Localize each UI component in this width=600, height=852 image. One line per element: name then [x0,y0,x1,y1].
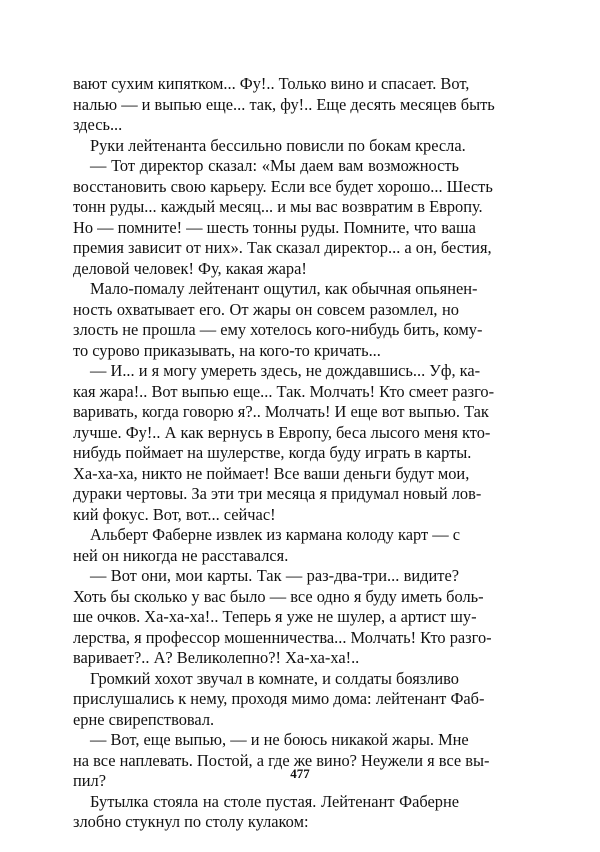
text-line: кая жара!.. Вот выпью еще... Так. Молчать! Кто смеет разго- [73,381,495,401]
text-line: варивать, когда говорю я?.. Молчать! И еще вот выпью. Так [73,402,489,421]
text-line: ней он никогда не расставался. [73,545,289,565]
text-line: восстановить свою карьеру. Если все будет хорошо... Шесть [73,176,493,196]
body-text [73,74,495,833]
text-line: Мало-помалу лейтенант ощутил, как обычная опьянен- [90,279,478,298]
text-line: лучше. Фу!.. А как вернусь в Европу, беса лысого меня кто- [73,422,491,442]
text-line: ность охватывает его. От жары он совсем разомлел, но [73,299,459,319]
paragraph [73,730,490,792]
text-line: варивает?.. А? Великолепно?! Ха-ха-ха!.. [73,648,360,667]
paragraph [73,135,466,157]
text-line: Бутылка стояла на столе пустая. Лейтенант Фаберне [90,791,459,811]
text-line: — Вот, еще выпью, — и не боюсь никакой жары. Мне [90,730,469,749]
text-line: дураки чертовы. За эти три месяца я придумал новый лов- [73,484,482,503]
page-number: 477 [290,766,310,781]
text-line: Громкий хохот звучал в комнате, и солдаты боязливо [90,668,459,688]
text-line: то сурово приказывать, на кого-то кричать... [73,340,381,360]
text-line: здесь... [73,115,123,134]
text-line: кий фокус. Вот, вот... сейчас! [73,504,276,524]
text-line: на все наплевать. Постой, а где же вино? Неужели я все вы- [73,750,490,770]
text-line: вают сухим кипятком... Фу!.. Только вино и спасает. Вот, [73,74,470,93]
text-line: прислушались к нему, проходя мимо дома: лейтенант Фаб- [73,689,485,708]
text-line: — Вот они, мои карты. Так — раз-два-три... видите? [90,566,459,585]
text-line: налью — и выпью еще... так, фу!.. Еще десять месяцев быть [73,94,495,114]
text-line: тонн руды... каждый месяц... и мы вас возвратим в Европу. [73,197,483,216]
text-line: Руки лейтенанта бессильно повисли по бокам кресла. [90,135,466,155]
text-line: деловой человек! Фу, какая жара! [73,258,307,278]
text-line: — Тот директор сказал: «Мы даем вам возможность [90,156,459,175]
paragraph [73,279,483,361]
text-line: злобно стукнул по столу кулаком: [73,812,309,831]
text-line: Хоть бы сколько у вас было — все одно я буду иметь боль- [73,586,484,606]
paragraph [73,668,485,731]
paragraph [73,792,459,833]
text-line: ше очков. Ха-ха-ха!.. Теперь я уже не шулер, а артист шу- [73,607,477,626]
text-line: Но — помните! — шесть тонны руды. Помните, что ваша [73,217,476,237]
text-line: Альберт Фаберне извлек из кармана колоду карт — с [90,525,460,544]
text-line: ерне свирепствовал. [73,709,215,729]
text-line: злость не прошла — ему хотелось кого-нибудь бить, кому- [73,320,483,339]
text-line: Ха-ха-ха, никто не поймает! Все ваши деньги будут мои, [73,463,470,483]
text-line: премия зависит от них». Так сказал директор... а он, бестия, [73,238,492,257]
text-line: лерства, я профессор мошенничества... Молчать! Кто разго- [73,627,492,647]
paragraph [73,156,493,279]
text-line: нибудь поймает на шулерстве, когда буду играть в карты. [73,443,472,462]
paragraph [73,74,495,136]
paragraph [73,566,492,669]
text-line: пил? [73,771,106,790]
paragraph [73,361,495,525]
paragraph [73,525,459,566]
text-line: — И... и я могу умереть здесь, не дождавшись... Уф, ка- [90,361,481,380]
